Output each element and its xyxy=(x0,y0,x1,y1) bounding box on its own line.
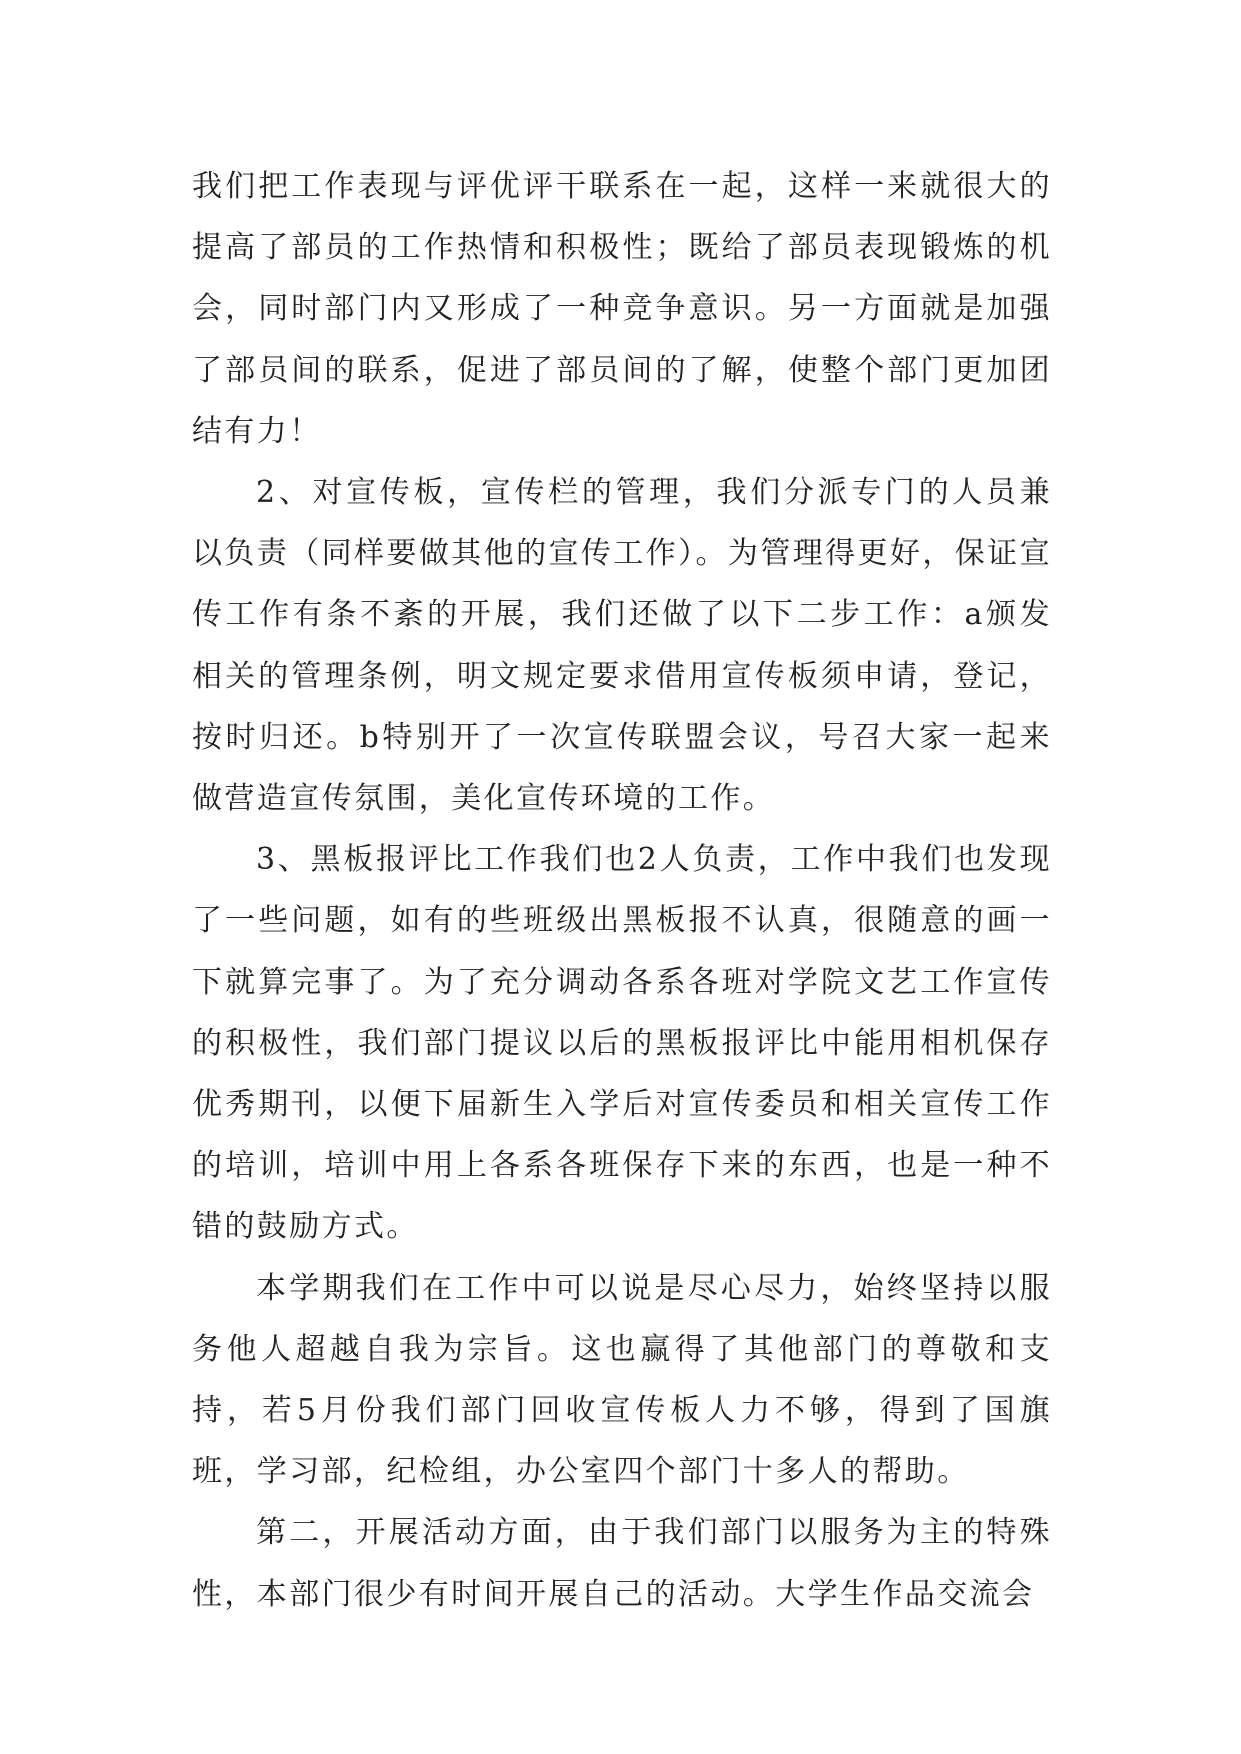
paragraph-semester-summary: 本学期我们在工作中可以说是尽心尽力，始终坚持以服务他人超越自我为宗旨。这也赢得了其他部门的尊敬和支持，若5月份我们部门回收宣传板人力不够，得到了国旗班，学习部，纪检组，办公室四个部门十多人的帮助。 xyxy=(192,1270,1052,1490)
paragraph-continuation: 我们把工作表现与评优评干联系在一起，这样一来就很大的提高了部员的工作热情和积极性；既给了部员表现锻炼的机会，同时部门内又形成了一种竞争意识。另一方面就是加强了部员间的联系，促进了部员间的了解，使整个部门更加团结有力！ xyxy=(192,169,1052,449)
document-body xyxy=(192,156,1052,1625)
paragraph-blackboard: 3、黑板报评比工作我们也2人负责，工作中我们也发现了一些问题，如有的些班级出黑板报不认真，很随意的画一下就算完事了。为了充分调动各系各班对学院文艺工作宣传的积极性，我们部门提议以后的黑板报评比中能用相机保存优秀期刊，以便下届新生入学后对宣传委员和相关宣传工作的培训，培训中用上各系各班保存下来的东西，也是一种不错的鼓励方式。 xyxy=(192,842,1052,1245)
paragraph-activities: 第二，开展活动方面，由于我们部门以服务为主的特殊性，本部门很少有时间开展自己的活动。大学生作品交流会 xyxy=(192,1515,1052,1612)
paragraph-publicity-board: 2、对宣传板，宣传栏的管理，我们分派专门的人员兼以负责（同样要做其他的宣传工作）。为管理得更好，保证宣传工作有条不紊的开展，我们还做了以下二步工作：a颁发相关的管理条例，明文规定要求借用宣传板须申请，登记，按时归还。b特别开了一次宣传联盟会议，号召大家一起来做营造宣传氛围，美化宣传环境的工作。 xyxy=(192,475,1052,817)
